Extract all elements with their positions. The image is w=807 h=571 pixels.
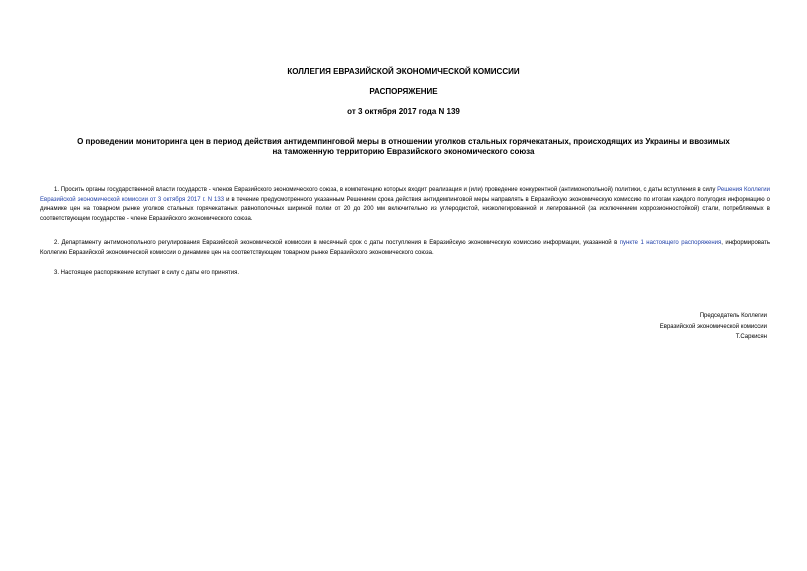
paragraph-2-text-end: , информировать Коллегию Евразийской экономической комиссии о динамике цен на соответствующем товарном рынке Евразийского экономического союза.	[40, 240, 771, 256]
signatory-name: Т.Саркисян	[735, 334, 767, 340]
paragraph-2-text-start: 2. Департаменту антимонопольного регулирования Евразийской экономической комиссии в месячный срок с даты поступления в Евразийскую экономическую комиссию информации, указанной в	[54, 240, 620, 246]
signatory-title-line-1: Председатель Коллегии	[699, 313, 767, 319]
paragraph-1-text-end: и в течение предусмотренного указанным Решением срока действия антидемпинговой меры направлять в Евразийскую экономическую комиссию по итогам каждого полугодия информацию о динамике цен на товарном рынке уголков стальных горячекатаных равнополочных шириной полки от 20 до 200 мм включительно из углеродистой, низколегированной и легированной (за исключением коррозионностойкой) стали, потребляемых в соответствующем государстве - члене Евразийского экономического союза.	[40, 196, 770, 222]
date-number-heading: от 3 октября 2017 года N 139	[347, 107, 460, 116]
paragraph-1	[40, 186, 770, 224]
clause-1-link[interactable]: пункте 1 настоящего распоряжения	[619, 240, 722, 246]
signatory-title-line-2: Евразийской экономической комиссии	[659, 323, 767, 330]
paragraph-3: 3. Настоящее распоряжение вступает в силу с даты его принятия.	[54, 270, 240, 276]
subject-line-1: О проведении мониторинга цен в период действия антидемпинговой меры в отношении уголков стальных горячекатаных, происходящих из Украины и ввозимых	[77, 137, 730, 146]
paragraph-1-text-start: 1. Просить органы государственной власти государств - членов Евразийского экономического союза, в компетенцию которых входит реализация и (или) проведение конкурентной (антимонопольной) политики, с даты вступления в силу	[54, 187, 718, 193]
signature-block	[567, 311, 767, 343]
subject-line-2: на таможенную территорию Евразийского экономического союза	[272, 147, 535, 156]
decision-133-link[interactable]: Решения Коллегии Евразийской экономической комиссии от 3 октября 2017 г. N 133	[40, 187, 770, 203]
organization-heading: КОЛЛЕГИЯ ЕВРАЗИЙСКОЙ ЭКОНОМИЧЕСКОЙ КОМИССИИ	[287, 67, 520, 76]
document-type-heading: РАСПОРЯЖЕНИЕ	[369, 87, 438, 96]
paragraph-2	[40, 239, 770, 258]
document-subject	[30, 137, 777, 157]
